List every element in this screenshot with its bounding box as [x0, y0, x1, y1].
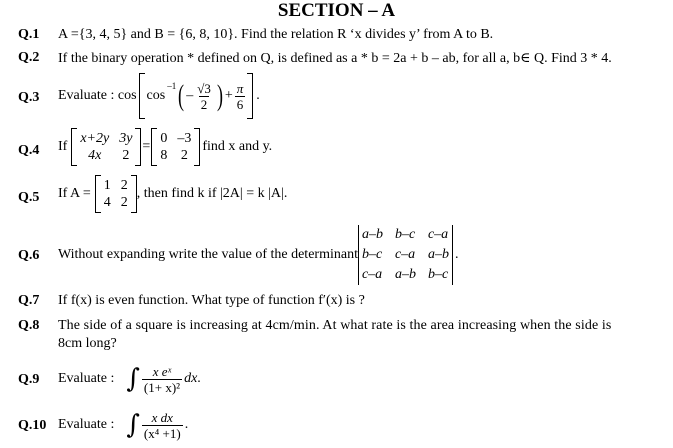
question-5-expression [58, 174, 287, 214]
question-number-9: Q.9 [18, 372, 40, 387]
question-number-10: Q.10 [18, 418, 47, 433]
det-cell: c–a [427, 227, 449, 242]
q10-suffix: . [184, 417, 189, 432]
right-bracket [247, 73, 253, 119]
q4-equals: = [142, 139, 151, 154]
question-number-8: Q.8 [18, 318, 40, 333]
matrix-cell: 0 [160, 131, 168, 146]
q10-fraction: $\frac{\text{x dx}}{\text{(x⁴ +1)}}$ [143, 409, 181, 441]
det-cell: a–b [427, 247, 449, 262]
matrix-cell: 2 [122, 148, 130, 163]
q6-prefix: Without expanding write the value of the determinant [58, 247, 358, 262]
right-paren: ) [216, 79, 223, 112]
det-cell: a–b [394, 267, 416, 282]
q9-dx: dx [184, 371, 198, 386]
matrix-cell: 8 [160, 148, 168, 163]
q6-determinant [358, 225, 453, 285]
question-10-expression [58, 403, 188, 447]
question-number-6: Q.6 [18, 248, 40, 263]
integral-icon: ∫ [126, 364, 140, 394]
question-text-8-line2: 8cm long? [58, 336, 117, 351]
matrix-cell: 4 [103, 195, 111, 210]
question-number-1: Q.1 [18, 27, 40, 42]
question-number-3: Q.3 [18, 90, 40, 105]
det-cell: b–c [361, 247, 383, 262]
q9-suffix: . [197, 371, 201, 386]
question-text-1: A ={3, 4, 5} and B = {6, 8, 10}. Find the relation R ‘x divides y’ from A to B. [58, 27, 494, 42]
q3-cos: cos [146, 88, 166, 103]
question-number-2: Q.2 [18, 50, 40, 65]
q10-prefix: Evaluate : [58, 417, 115, 432]
q4-lhs-matrix [71, 128, 141, 166]
question-3-expression [58, 72, 260, 120]
det-cell: b–c [394, 227, 416, 242]
question-number-4: Q.4 [18, 143, 40, 158]
question-9-expression [58, 356, 201, 402]
matrix-cell: 3y [119, 131, 133, 146]
integral-icon: ∫ [126, 410, 140, 440]
question-text-8-line1: The side of a square is increasing at 4cm/min. At what rate is the area increasing when the side is [58, 318, 612, 333]
q3-fraction-pi-over-6: $\frac{\pi}{6}$ [236, 80, 244, 112]
q5-prefix: If A = [58, 186, 91, 201]
q3-fraction-sqrt3-over-2: $\frac{√3}{2}$ [197, 80, 211, 112]
det-cell: c–a [394, 247, 416, 262]
q4-rhs-matrix [151, 128, 200, 166]
det-cell: b–c [427, 267, 449, 282]
q5-matrix [95, 175, 137, 213]
q9-fraction: $\frac{\text{x eˣ}}{\text{(1+ x)²}}$ [143, 363, 181, 395]
matrix-cell: x+2y [80, 131, 110, 146]
right-bracket [135, 128, 141, 166]
question-4-expression [58, 127, 272, 167]
matrix-cell: 2 [120, 195, 128, 210]
right-bracket [194, 128, 200, 166]
det-cell: c–a [361, 267, 383, 282]
question-text-7: If f(x) is even function. What type of function f′(x) is ? [58, 293, 365, 308]
matrix-cell: 2 [120, 178, 128, 193]
det-cell: a–b [361, 227, 383, 242]
q4-prefix: If [58, 139, 68, 154]
question-text-2: If the binary operation * defined on Q, is defined as a * b = 2a + b – ab, for all a, b∈ Q. Find 3 * 4. [58, 51, 612, 66]
q3-suffix: . [256, 88, 260, 103]
question-number-7: Q.7 [18, 293, 40, 308]
q3-plus: + [224, 88, 233, 103]
q3-bracket-group [139, 73, 254, 119]
q3-prefix: Evaluate : cos [58, 88, 137, 103]
matrix-cell: 4x [88, 148, 102, 163]
question-6-expression [58, 224, 458, 286]
matrix-cell: 2 [180, 148, 188, 163]
q5-suffix: , then find k if |2A| = k |A|. [136, 186, 288, 201]
q9-prefix: Evaluate : [58, 371, 115, 386]
left-paren: ( [178, 79, 185, 112]
matrix-cell: –3 [177, 131, 192, 146]
section-title: SECTION – A [277, 0, 396, 21]
q3-inverse-exponent: –1 [167, 81, 177, 91]
q6-suffix: . [454, 247, 459, 262]
matrix-cell: 1 [103, 178, 111, 193]
question-number-5: Q.5 [18, 190, 40, 205]
q4-suffix: find x and y. [202, 139, 273, 154]
right-det-bar [452, 225, 453, 285]
q3-minus: – [186, 88, 194, 103]
